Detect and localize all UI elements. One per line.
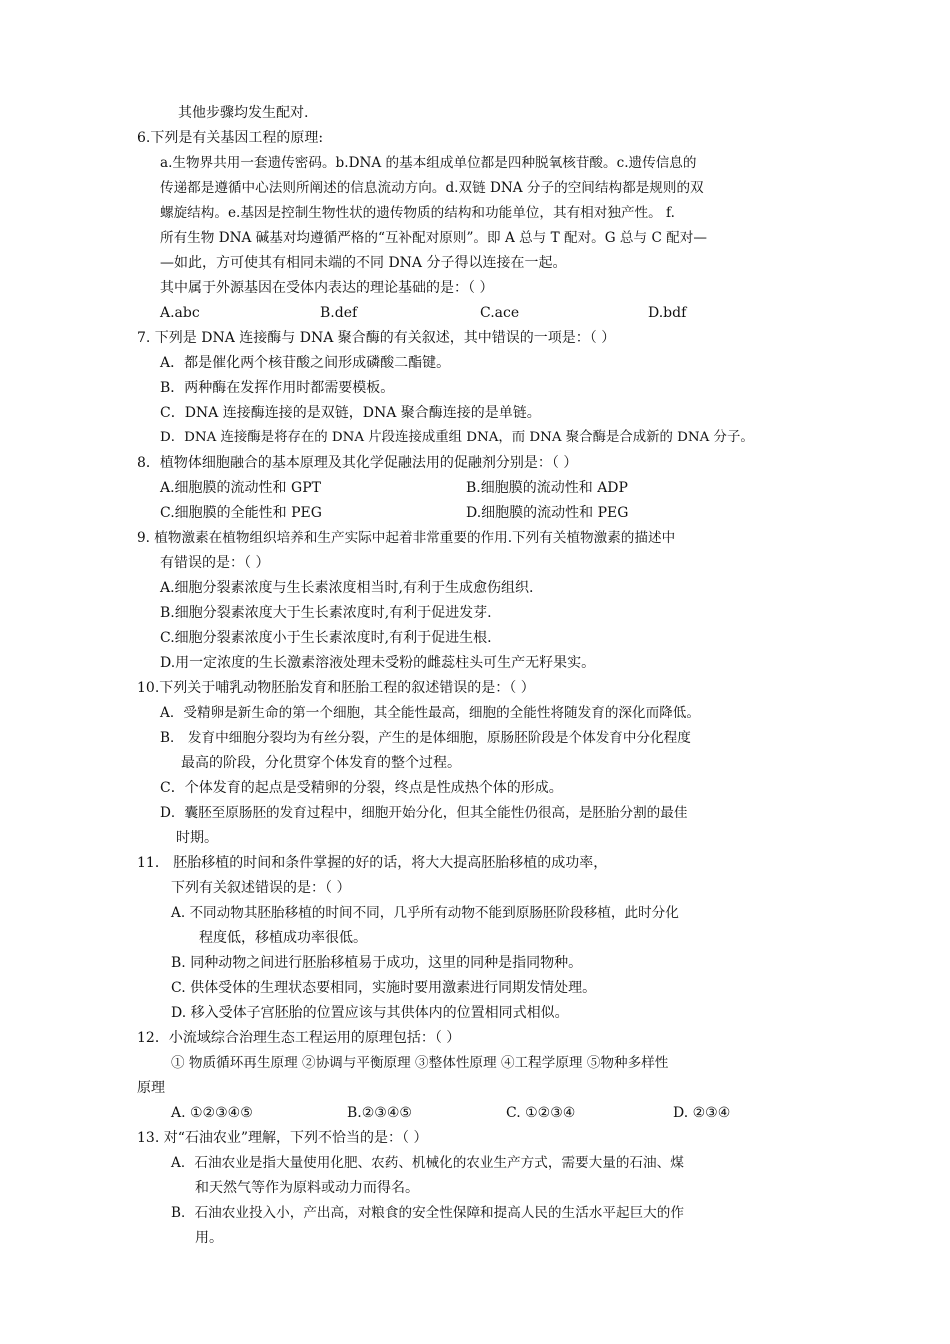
question-10-title: 10.下列关于哺乳动物胚胎发育和胚胎工程的叙述错误的是：（ ）: [137, 680, 535, 696]
question-6-text: 传递都是遵循中心法则所阐述的信息流动方向。d.双链 DNA 分子的空间结构都是规则的双: [160, 180, 704, 196]
question-11-title: 11． 胚胎移植的时间和条件掌握的好的话，将大大提高胚胎移植的成功率，: [137, 855, 608, 871]
option-b: B.细胞分裂素浓度大于生长素浓度时,有利于促进发芽.: [160, 605, 492, 621]
option-d: 时期。: [176, 830, 218, 846]
option-b: B． 发育中细胞分裂均为有丝分裂，产生的是体细胞，原肠胚阶段是个体发育中分化程度: [160, 730, 691, 746]
question-13-title: 13. 对“石油农业”理解，下列不恰当的是：（ ）: [137, 1130, 428, 1146]
question-6-text: 螺旋结构。e.基因是控制生物性状的遗传物质的结构和功能单位，其有相对独产性。 f.: [160, 205, 675, 221]
option-b: 用。: [195, 1230, 223, 1246]
option-c: C．DNA 连接酶连接的是双链，DNA 聚合酶连接的是单链。: [160, 405, 541, 421]
option-d: D．囊胚至原肠胚的发育过程中，细胞开始分化，但其全能性仍很高，是胚胎分割的最佳: [160, 805, 688, 821]
text-line: 其他步骤均发生配对.: [178, 105, 309, 121]
option-b: B．石油农业投入小，产出高，对粮食的安全性保障和提高人民的生活水平起巨大的作: [171, 1205, 684, 1221]
option-b: B.def: [320, 305, 358, 321]
option-d: D.bdf: [648, 305, 687, 321]
question-12-text: ① 物质循环再生原理 ②协调与平衡原理 ③整体性原理 ④工程学原理 ⑤物种多样性: [171, 1055, 669, 1071]
option-a: A. ①②③④⑤: [171, 1105, 253, 1121]
question-11-title: 下列有关叙述错误的是：（ ）: [171, 880, 351, 896]
option-d: D. ②③④: [673, 1105, 731, 1121]
option-c: C.细胞分裂素浓度小于生长素浓度时,有利于促进生根.: [160, 630, 492, 646]
question-6-text: —如此，方可使其有相同未端的不同 DNA 分子得以连接在一起。: [160, 255, 567, 271]
question-6-text: a.生物界共用一套遗传密码。b.DNA 的基本组成单位都是四种脱氧核苷酸。c.遗传信息的: [160, 155, 697, 171]
option-b: B.细胞膜的流动性和 ADP: [466, 480, 628, 496]
question-9-title: 9. 植物激素在植物组织培养和生产实际中起着非常重要的作用.下列有关植物激素的描述中: [137, 530, 676, 546]
question-12-text: 原理: [137, 1080, 165, 1096]
option-a: 程度低，移植成功率很低。: [199, 930, 367, 946]
option-d: D.细胞膜的流动性和 PEG: [466, 505, 629, 521]
option-c: C. ①②③④: [506, 1105, 576, 1121]
option-d: D. 移入受体子宫胚胎的位置应该与其供体内的位置相同式相似。: [171, 1005, 569, 1021]
question-6-text: 所有生物 DNA 碱基对均遵循严格的“互补配对原则”。即 A 总与 T 配对。G 总与 C 配对—: [160, 230, 707, 246]
option-d: D.用一定浓度的生长激素溶液处理未受粉的雌蕊柱头可生产无籽果实。: [160, 655, 596, 671]
option-d: D．DNA 连接酶是将存在的 DNA 片段连接成重组 DNA，而 DNA 聚合酶是合成新的 DNA 分子。: [160, 430, 754, 445]
option-b: B．两种酶在发挥作用时都需要模板。: [160, 380, 395, 396]
question-12-title: 12．小流域综合治理生态工程运用的原理包括：（ ）: [137, 1030, 461, 1046]
option-a: A.细胞分裂素浓度与生长素浓度相当时,有利于生成愈伤组织.: [160, 580, 534, 596]
question-6-title: 6.下列是有关基因工程的原理:: [137, 130, 324, 146]
question-8-title: 8．植物体细胞融合的基本原理及其化学促融法用的促融剂分别是：（ ）: [137, 455, 578, 471]
option-a: 和天然气等作为原料或动力而得名。: [195, 1180, 419, 1196]
question-6-text: 其中属于外源基因在受体内表达的理论基础的是：（ ）: [160, 280, 494, 296]
option-a: A．都是催化两个核苷酸之间形成磷酸二酯键。: [160, 355, 451, 371]
option-c: C. 供体受体的生理状态要相同，实施时要用激素进行同期发情处理。: [171, 980, 597, 996]
option-c: C.细胞膜的全能性和 PEG: [160, 505, 322, 521]
option-a: A. 不同动物其胚胎移植的时间不同，几乎所有动物不能到原肠胚阶段移植，此时分化: [171, 905, 679, 921]
option-c: C．个体发育的起点是受精卵的分裂，终点是性成热个体的形成。: [160, 780, 563, 796]
option-c: C.ace: [480, 305, 520, 321]
option-a: A.abc: [160, 305, 200, 321]
question-7-title: 7. 下列是 DNA 连接酶与 DNA 聚合酶的有关叙述，其中错误的一项是：（ ）: [137, 330, 616, 346]
option-b: B. 同种动物之间进行胚胎移植易于成功，这里的同种是指同物种。: [171, 955, 583, 971]
option-b: 最高的阶段，分化贯穿个体发育的整个过程。: [181, 755, 461, 771]
option-a: A.细胞膜的流动性和 GPT: [160, 480, 321, 496]
question-9-title: 有错误的是：（ ）: [160, 555, 270, 571]
option-a: A．受精卵是新生命的第一个细胞，其全能性最高，细胞的全能性将随发育的深化而降低。: [160, 705, 700, 721]
option-b: B.②③④⑤: [347, 1105, 412, 1121]
option-a: A．石油农业是指大量使用化肥、农药、机械化的农业生产方式，需要大量的石油、煤: [171, 1155, 684, 1171]
